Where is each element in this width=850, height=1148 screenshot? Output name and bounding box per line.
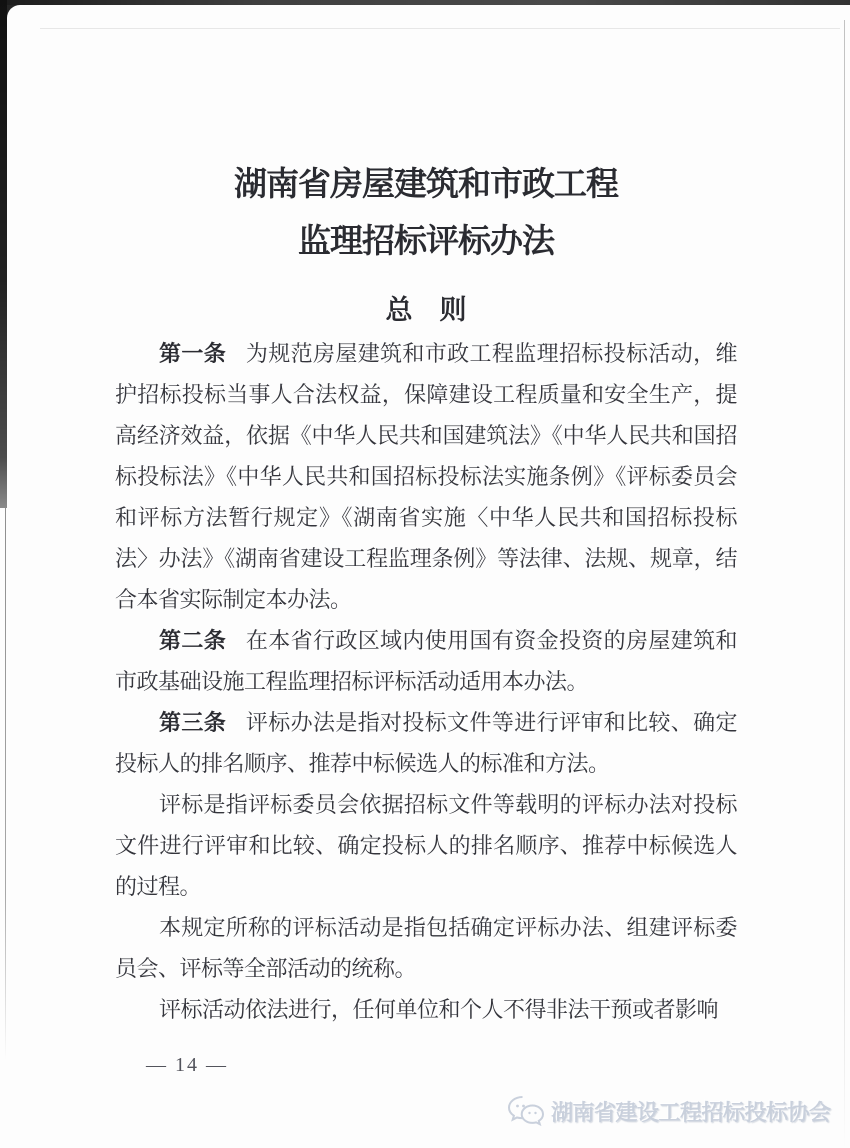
paragraph-evaluation-definition — [115, 784, 737, 907]
document-body — [115, 333, 737, 1030]
evaluation-definition-text: 评标是指评标委员会依据招标文件等载明的评标办法对投标文件进行评审和比较、确定投标人的排名顺序、推荐中标候选人的过程。 — [115, 792, 737, 899]
paragraph-article-3 — [115, 702, 737, 784]
article-1-label: 第一条 — [159, 341, 227, 366]
activity-definition-text: 本规定所称的评标活动是指包括确定评标办法、组建评标委员会、评标等全部活动的统称。 — [115, 915, 737, 981]
paragraph-article-2 — [115, 620, 737, 702]
document-title-line-1: 湖南省房屋建筑和市政工程 — [234, 167, 618, 203]
document-title — [115, 157, 737, 271]
association-watermark — [506, 1094, 831, 1128]
document-title-line-2: 监理招标评标办法 — [298, 224, 554, 260]
paragraph-lawful-conduct — [115, 989, 737, 1030]
paragraph-activity-definition — [115, 907, 737, 989]
article-3-label: 第三条 — [159, 710, 227, 735]
article-2-text: 在本省行政区域内使用国有资金投资的房屋建筑和市政基础设施工程监理招标评标活动适用本办法。 — [115, 628, 737, 694]
lawful-conduct-text: 评标活动依法进行，任何单位和个人不得非法干预或者影响 — [159, 997, 719, 1022]
article-2-label: 第二条 — [159, 628, 227, 653]
page-number: — 14 — — [146, 1054, 228, 1076]
paragraph-article-1 — [115, 333, 737, 620]
section-heading-general-provisions: 总 则 — [385, 295, 467, 325]
wechat-bubbles-icon — [506, 1094, 546, 1128]
association-watermark-text: 湖南省建设工程招标投标协会 — [551, 1099, 831, 1125]
article-1-text: 为规范房屋建筑和市政工程监理招标投标活动，维护招标投标当事人合法权益，保障建设工程质量和安全生产，提高经济效益，依据《中华人民共和国建筑法》《中华人民共和国招标投标法》《中华人民共和国招标投标法实施条例》《评标委员会和评标方法暂行规定》《湖南省实施〈中华人民共和国招标投标法〉办法》《湖南省建设工程监理条例》等法律、法规、规章，结合本省实际制定本办法。 — [115, 341, 737, 612]
article-3-text: 评标办法是指对投标文件等进行评审和比较、确定投标人的排名顺序、推荐中标候选人的标准和方法。 — [115, 710, 737, 776]
